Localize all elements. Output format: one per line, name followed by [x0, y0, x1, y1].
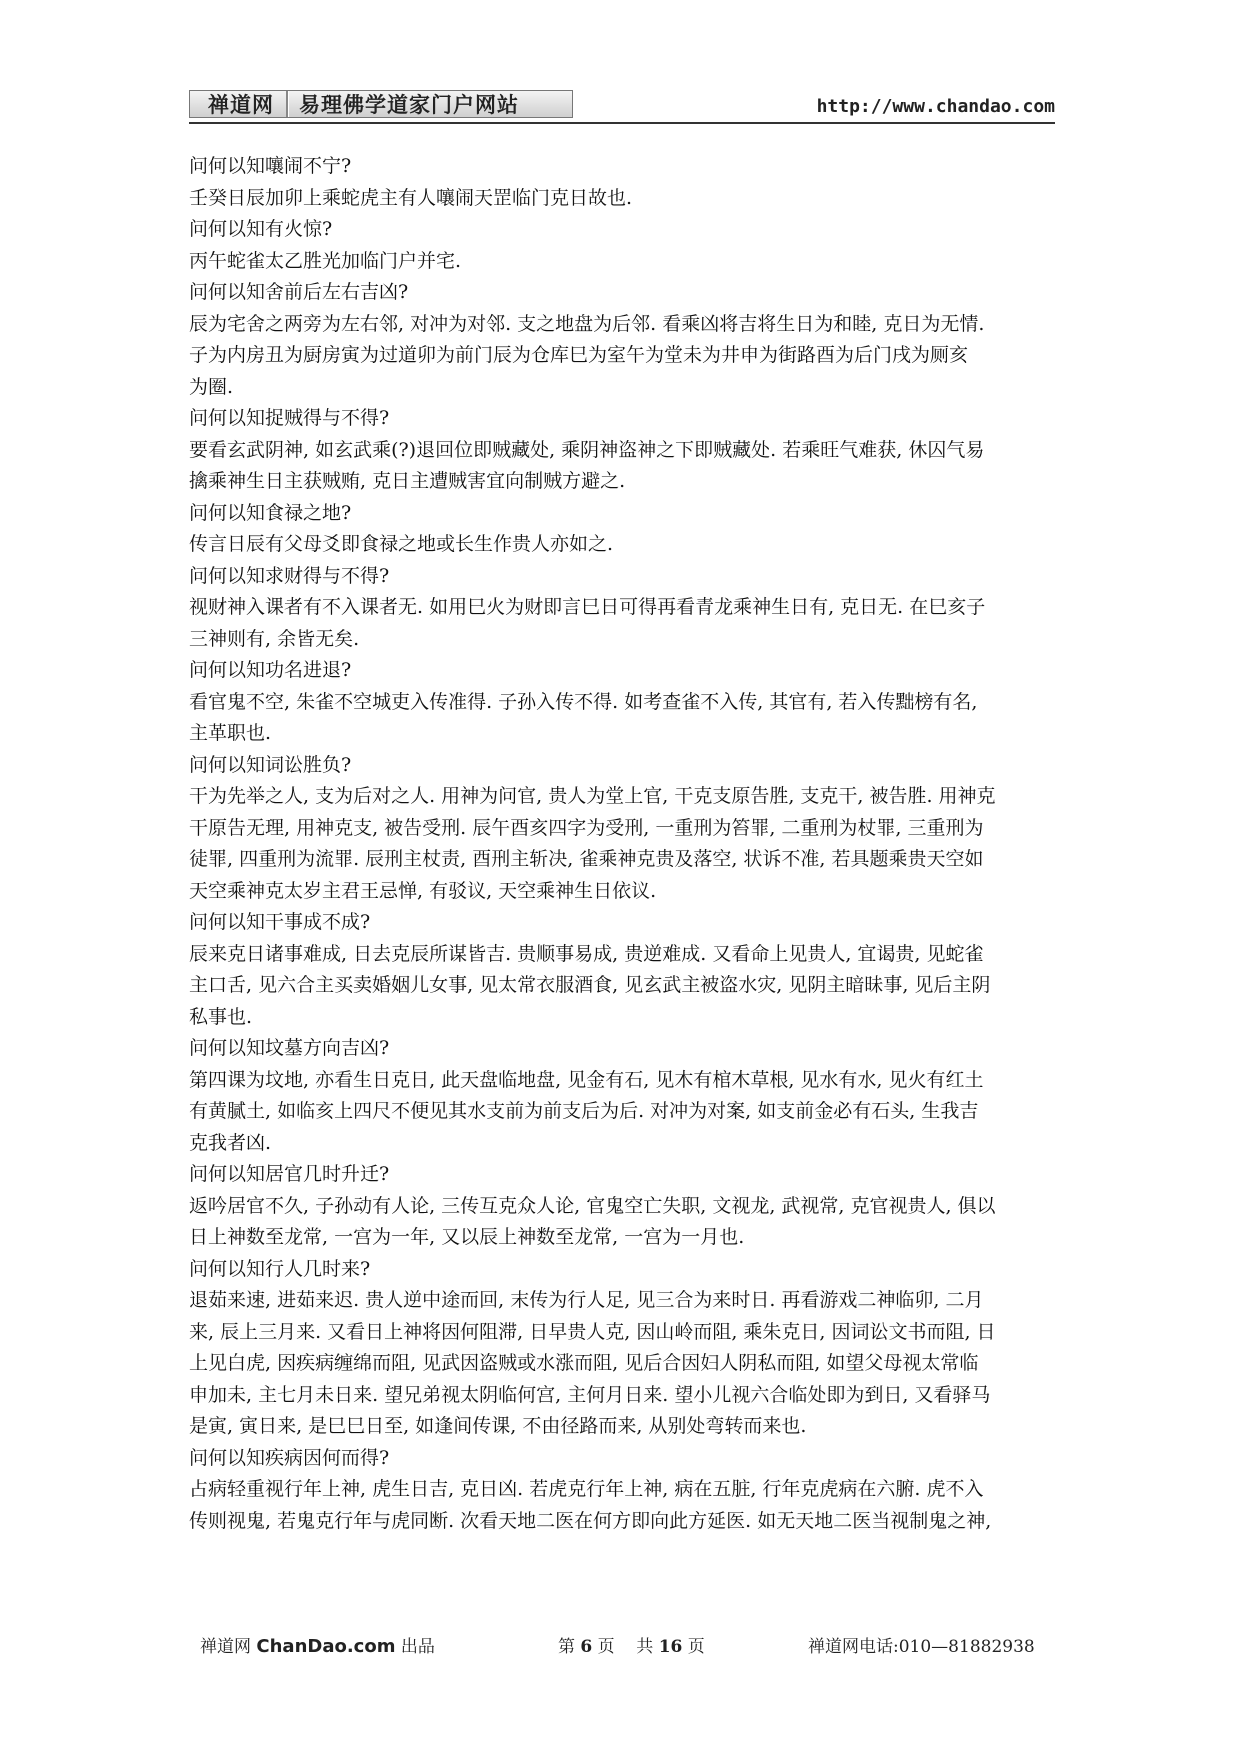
current-page: 6: [580, 1637, 593, 1657]
text-line: 问何以知干事成不成?: [189, 911, 371, 933]
phone-label: 禅道网电话:: [808, 1637, 899, 1657]
text-line: 问何以知行人几时来?: [189, 1257, 371, 1280]
text-line: 问何以知坟墓方向吉凶?: [189, 1037, 390, 1059]
text-line: 辰来克日诸事难成, 日去克辰所谋皆吉. 贵顺事易成, 贵逆难成. 又看命上见贵人, 宜谒贵, 见蛇雀: [189, 942, 984, 965]
text-line: 私事也.: [189, 1005, 253, 1028]
text-line: 返吟居官不久, 子孙动有人论, 三传互克众人论, 官鬼空亡失职, 文视龙, 武视常, 克官视贵人, 俱以: [189, 1194, 996, 1217]
text-line: 问何以知居官几时升迁?: [189, 1163, 390, 1185]
text-line: 天空乘神克太岁主君王忌惮, 有驳议, 天空乘神生日依议.: [189, 879, 657, 902]
text-line: 问何以知求财得与不得?: [189, 564, 390, 587]
text-line: 干原告无理, 用神克支, 被告受刑. 辰午酉亥四字为受刑, 一重刑为笞罪, 二重刑为杖罪, 三重刑为: [189, 816, 984, 839]
text-line: 问何以知功名进退?: [189, 659, 352, 681]
footer-phone: [808, 1632, 1035, 1657]
text-line: 克我者凶.: [189, 1131, 272, 1154]
text-line: 申加未, 主七月未日来. 望兄弟视太阴临何宫, 主何月日来. 望小儿视六合临处即为到日, 又看驿马: [189, 1383, 991, 1406]
phone-number: 010—81882938: [898, 1637, 1035, 1657]
text-line: 丙午蛇雀太乙胜光加临门户并宅.: [189, 249, 462, 272]
text-line: 辰为宅舍之两旁为左右邻, 对冲为对邻. 支之地盘为后邻. 看乘凶将吉将生日为和睦, 克日为无情.: [189, 312, 985, 335]
text-line: 为圈.: [189, 375, 234, 398]
footer-produced: 出品: [400, 1637, 435, 1657]
text-line: 是寅, 寅日来, 是巳巳日至, 如逢间传课, 不由径路而来, 从别处弯转而来也.: [189, 1415, 807, 1437]
page-header: [189, 88, 1055, 124]
text-line: 问何以知食禄之地?: [189, 501, 352, 524]
text-line: 问何以知舍前后左右吉凶?: [189, 281, 409, 303]
document-body: [189, 151, 1069, 1537]
text-line: 主革职也.: [189, 722, 272, 744]
text-line: 擒乘神生日主获贼贿, 克日主遭贼害宜向制贼方避之.: [189, 470, 626, 492]
site-name: 禅道网: [208, 93, 274, 117]
text-line: 壬癸日辰加卯上乘蛇虎主有人嚷闹天罡临门克日故也.: [189, 186, 633, 209]
total-unit: 页: [687, 1637, 705, 1657]
text-line: 来, 辰上三月来. 又看日上神将因何阻滞, 日早贵人克, 因山岭而阻, 乘朱克日, 因词讼文书而阻, 日: [189, 1320, 996, 1343]
page-footer: [0, 1632, 1241, 1662]
text-line: 子为内房丑为厨房寅为过道卯为前门辰为仓库巳为室午为堂未为井申为街路酉为后门戌为厕亥: [189, 344, 969, 366]
text-line: 徒罪, 四重刑为流罪. 辰刑主杖责, 酉刑主斩决, 雀乘神克贵及落空, 状诉不准, 若具题乘贵天空如: [189, 848, 984, 870]
text-line: 问何以知词讼胜负?: [189, 753, 352, 776]
site-tagline: 易理佛学道家门户网站: [299, 93, 519, 117]
text-line: 三神则有, 余皆无矣.: [189, 627, 360, 650]
total-pages: 16: [658, 1637, 683, 1657]
footer-publisher: [200, 1632, 435, 1657]
page-unit: 页: [597, 1637, 615, 1657]
text-line: 有黄腻土, 如临亥上四尺不便见其水支前为前支后为后. 对冲为对案, 如支前金必有石头, 生我吉: [189, 1100, 979, 1122]
text-line: 传则视鬼, 若鬼克行年与虎同断. 次看天地二医在何方即向此方延医. 如无天地二医当视制鬼之神,: [189, 1509, 992, 1532]
text-line: 要看玄武阴神, 如玄武乘(?)退回位即贼藏处, 乘阴神盗神之下即贼藏处. 若乘旺气难获, 休囚气易: [189, 438, 985, 461]
footer-site-name: 禅道网: [200, 1637, 251, 1657]
text-line: 主口舌, 见六合主买卖婚姻儿女事, 见太常衣服酒食, 见玄武主被盗水灾, 见阴主暗昧事, 见后主阴: [189, 974, 991, 996]
text-line: 占病轻重视行年上神, 虎生日吉, 克日凶. 若虎克行年上神, 病在五脏, 行年克虎病在六腑. 虎不入: [189, 1478, 984, 1500]
footer-brand: ChanDao.com: [256, 1636, 396, 1657]
text-line: 问何以知有火惊?: [189, 218, 333, 240]
total-prefix: 共: [636, 1637, 654, 1657]
header-rule: [189, 122, 1055, 124]
text-line: 第四课为坟地, 亦看生日克日, 此天盘临地盘, 见金有石, 见木有棺木草根, 见水有水, 见火有红土: [189, 1068, 984, 1091]
text-line: 看官鬼不空, 朱雀不空城吏入传准得. 子孙入传不得. 如考查雀不入传, 其官有, 若入传黜榜有名,: [189, 690, 978, 713]
text-line: 问何以知疾病因何而得?: [189, 1446, 390, 1469]
text-line: 上见白虎, 因疾病缠绵而阻, 见武因盗贼或水涨而阻, 见后合因妇人阴私而阻, 如望父母视太常临: [189, 1352, 979, 1374]
text-line: 干为先举之人, 支为后对之人. 用神为问官, 贵人为堂上官, 干克支原告胜, 支克干, 被告胜. 用神克: [189, 785, 996, 807]
text-line: 传言日辰有父母爻即食禄之地或长生作贵人亦如之.: [189, 533, 614, 555]
text-line: 退茹来速, 进茹来迟. 贵人逆中途而回, 末传为行人足, 见三合为来时日. 再看游戏二神临卯, 二月: [189, 1289, 984, 1311]
page-number: [558, 1632, 705, 1657]
text-line: 日上神数至龙常, 一宫为一年, 又以辰上神数至龙常, 一宫为一月也.: [189, 1226, 745, 1248]
page-prefix: 第: [558, 1637, 575, 1657]
text-line: 问何以知嚷闹不宁?: [189, 155, 352, 177]
text-line: 问何以知捉贼得与不得?: [189, 407, 390, 429]
text-line: 视财神入课者有不入课者无. 如用巳火为财即言巳日可得再看青龙乘神生日有, 克日无. 在巳亥子: [189, 596, 986, 618]
site-url: http://www.chandao.com: [816, 96, 1055, 117]
site-banner: [189, 90, 573, 118]
